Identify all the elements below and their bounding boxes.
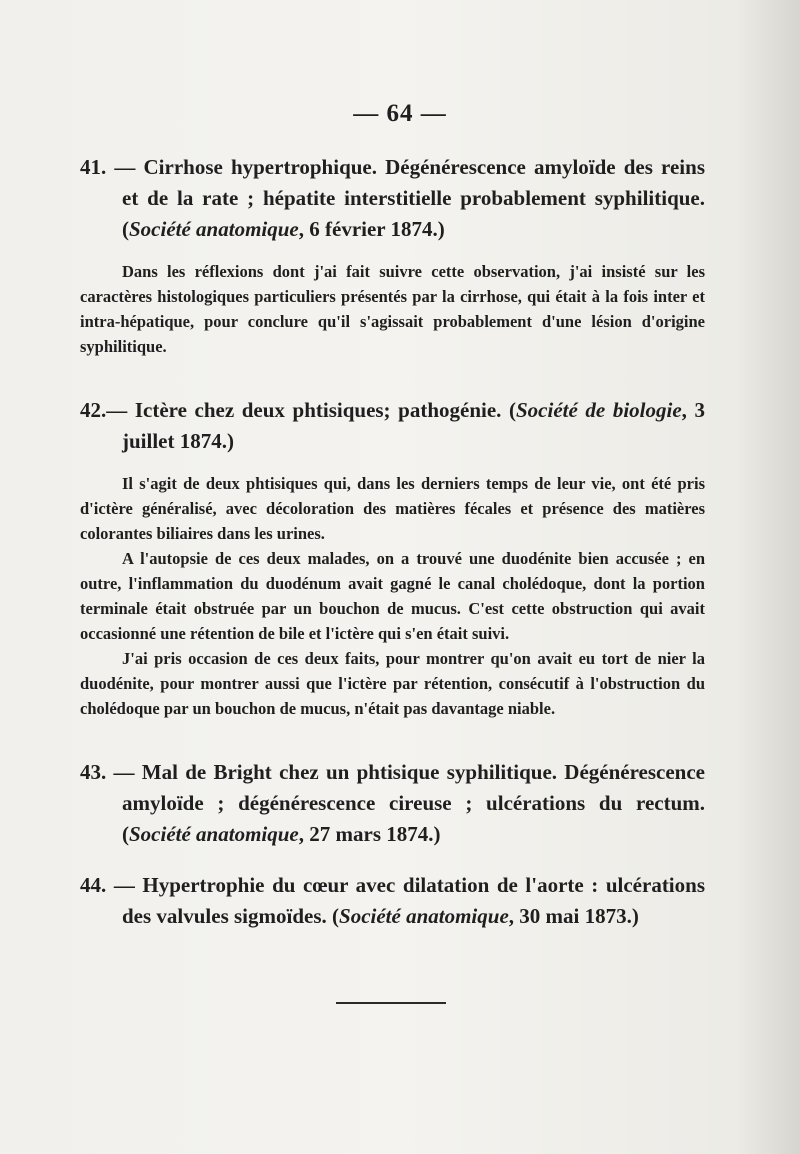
entry-title: — Ictère chez deux phtisiques; pathogénie. ( [106,398,516,422]
page-content [80,152,705,932]
entry-number: 44. [80,873,107,897]
entry-source: Société anatomique [129,822,299,846]
entry-source: Société anatomique [129,217,299,241]
entry-41 [80,152,705,359]
body-paragraph: Il s'agit de deux phtisiques qui, dans les derniers temps de leur vie, ont été pris d'ictère généralisé, avec décoloration des matières fécales et présence des matières colorantes biliaires dans les urines. [80,474,705,543]
entry-title: — Cirrhose hypertrophique. Dégénérescence amyloïde des reins et de la rate ; hépatite interstitielle probablement syphilitique. ( [106,155,705,241]
entry-title: — Hypertrophie du cœur avec dilatation de l'aorte : ulcérations des valvules sigmoïdes. ( [106,873,705,928]
body-paragraph: J'ai pris occasion de ces deux faits, pour montrer qu'on avait eu tort de nier la duodénite, pour montrer aussi que l'ictère par rétention, consécutif à l'obstruction du cholédoque par un bouchon de mucus, n'était pas davantage niable. [80,649,705,718]
entry-number: 42. [80,398,107,422]
entry-42 [80,395,705,721]
entry-heading [80,757,705,850]
entry-number: 43. [80,760,107,784]
entry-date: , 6 février 1874.) [298,217,445,241]
page-number: — 64 — [353,100,447,127]
entry-date: , 27 mars 1874.) [298,822,441,846]
entry-heading [80,870,705,932]
entry-body [80,259,705,359]
entry-body [80,471,705,721]
entry-44 [80,870,705,932]
entry-source: Société anatomique [339,904,509,928]
body-paragraph: A l'autopsie de ces deux malades, on a trouvé une duodénite bien accusée ; en outre, l'inflammation du duodénum avait gagné le canal cholédoque, dont la portion terminale était obstruée par un bouchon de mucus. C'est cette obstruction qui avait occasionné une rétention de bile et l'ictère qui s'en était suivi. [80,549,705,643]
entry-source: Société de biologie [516,398,682,422]
entry-date: , 30 mai 1873.) [508,904,639,928]
entry-43 [80,757,705,850]
entry-date: , 3 juillet 1874.) [122,398,705,453]
closing-rule [336,1002,446,1004]
entry-number: 41. [80,155,107,179]
entry-heading [80,395,705,457]
body-paragraph: Dans les réflexions dont j'ai fait suivre cette observation, j'ai insisté sur les caractères histologiques particuliers présentés par la cirrhose, qui était à la fois inter et intra-hépatique, pour conclure qu'il s'agissait probablement d'une lésion d'origine syphilitique. [80,262,705,356]
entry-title: — Mal de Bright chez un phtisique syphilitique. Dégénérescence amyloïde ; dégénérescence cireuse ; ulcérations du rectum. ( [106,760,705,846]
entry-heading [80,152,705,245]
